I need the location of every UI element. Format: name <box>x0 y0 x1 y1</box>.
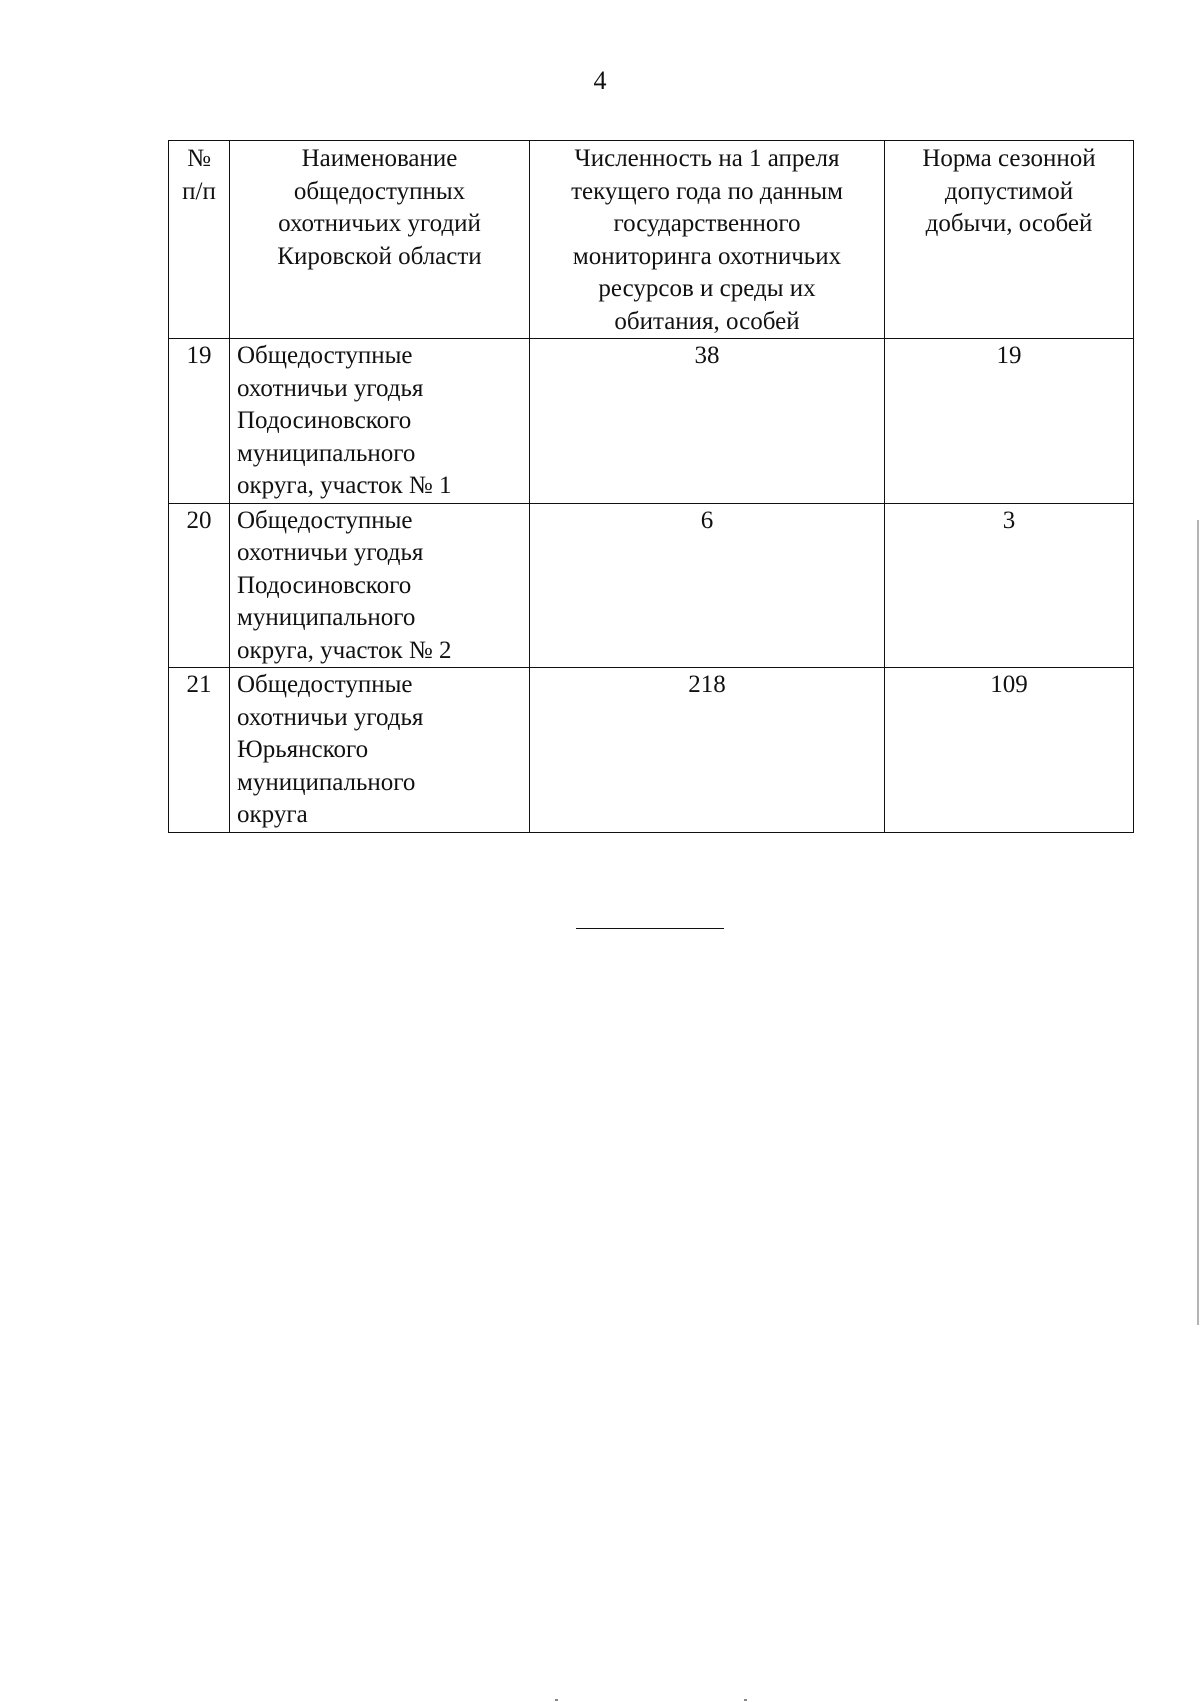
header-quota-line: Норма сезонной <box>922 145 1096 172</box>
row-name-line: муниципального <box>237 768 416 796</box>
header-population-line: обитания, особей <box>614 307 800 335</box>
row-quota: 19 <box>885 339 1134 504</box>
header-name <box>230 141 530 339</box>
row-name-line: муниципального <box>237 604 416 631</box>
table-row <box>169 668 1134 833</box>
row-name <box>230 339 530 504</box>
row-name-line: Общедоступные <box>237 506 413 534</box>
row-name-line: округа, участок № 1 <box>237 472 452 499</box>
row-population: 218 <box>530 668 885 833</box>
row-name-line: муниципального <box>237 439 416 467</box>
row-name-line: охотничьи угодья <box>237 539 424 566</box>
row-number: 20 <box>169 503 230 668</box>
header-num-line: п/п <box>182 177 216 205</box>
header-quota-line: допустимой <box>944 177 1074 205</box>
header-num-line: № <box>187 145 211 172</box>
row-quota: 3 <box>885 503 1134 668</box>
table-row <box>169 503 1134 668</box>
row-name-line: Подосиновского <box>237 571 412 599</box>
header-name-line: общедоступных <box>293 177 466 205</box>
header-population <box>530 141 885 339</box>
row-number: 21 <box>169 668 230 833</box>
row-name-line: Подосиновского <box>237 407 412 434</box>
row-name <box>230 503 530 668</box>
header-population-line: Численность на 1 апреля <box>574 145 840 172</box>
row-population: 6 <box>530 503 885 668</box>
page-number: 4 <box>593 66 607 95</box>
row-name-line: округа, участок № 2 <box>237 636 452 664</box>
scan-edge-shadow <box>1197 520 1199 1325</box>
row-number: 19 <box>169 339 230 504</box>
row-quota: 109 <box>885 668 1134 833</box>
header-quota <box>885 141 1134 339</box>
table-header-row <box>169 141 1134 339</box>
scan-speck <box>744 1699 747 1701</box>
header-name-line: Наименование <box>301 145 458 172</box>
end-of-document-rule <box>576 928 724 929</box>
row-name-line: округа <box>237 801 308 828</box>
table-row <box>169 339 1134 504</box>
header-population-line: ресурсов и среды их <box>598 275 816 302</box>
header-name-line: Кировской области <box>277 242 482 270</box>
row-name <box>230 668 530 833</box>
row-name-line: Общедоступные <box>237 342 413 369</box>
row-name-line: Юрьянского <box>237 736 369 763</box>
hunting-grounds-table <box>168 140 1134 833</box>
header-name-line: охотничьих угодий <box>278 210 481 237</box>
row-name-line: охотничьи угодья <box>237 703 424 731</box>
header-quota-line: добычи, особей <box>925 210 1093 237</box>
scan-speck <box>555 1699 558 1701</box>
row-name-line: Общедоступные <box>237 671 413 698</box>
header-population-line: государственного <box>613 210 801 237</box>
row-population: 38 <box>530 339 885 504</box>
row-name-line: охотничьи угодья <box>237 374 424 402</box>
header-population-line: мониторинга охотничьих <box>572 242 842 270</box>
header-population-line: текущего года по данным <box>571 177 843 205</box>
header-num <box>169 141 230 339</box>
